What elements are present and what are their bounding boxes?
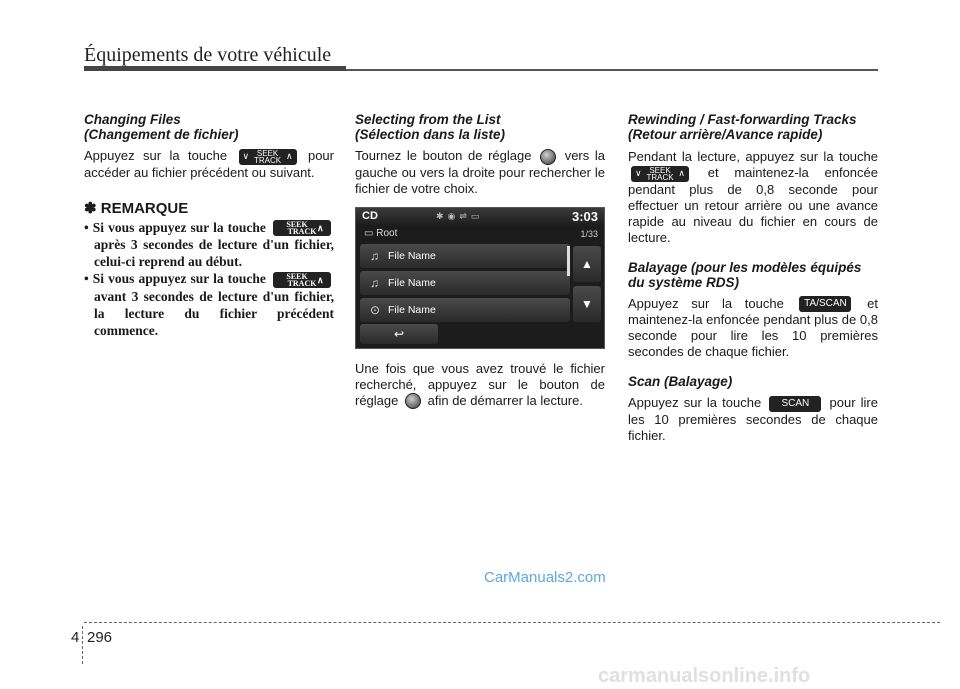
- file-row[interactable]: ♫ File Name: [360, 271, 570, 295]
- back-arrow-icon: ↩: [393, 326, 405, 341]
- triangle-up-icon: ▲: [581, 256, 593, 271]
- seek-track-button-icon: ∨ SEEK TRACK ∧: [631, 166, 689, 182]
- scan-button-icon: SCAN: [769, 396, 821, 412]
- header-rule-thin: [346, 69, 878, 71]
- file-row[interactable]: ⊙ File Name: [360, 298, 570, 322]
- ta-scan-button-icon: TA/SCAN: [799, 296, 851, 312]
- seek-track-button-icon: ∨ SEEK TRACK ∧: [239, 149, 297, 165]
- paragraph: Pendant la lecture, appuyez sur la touche ∨ SEEK TRACK ∧ et maintenez-la enfoncée pendant plus de 0,8 seconde pour effectuer un retour arrière ou une avance rapide au niveau du fichier en cours de lecture.: [628, 149, 878, 245]
- paragraph: Appuyez sur la touche TA/SCAN et maintenez-la enfoncée pendant plus de 0,8 seconde pour lire les 10 premières secondes de chaque fichier.: [628, 295, 878, 360]
- file-row[interactable]: ♫ File Name: [360, 244, 570, 268]
- play-circle-icon: ⊙: [370, 302, 381, 317]
- scrollbar[interactable]: [567, 246, 570, 276]
- remarque-heading: ✽ REMARQUE: [84, 199, 189, 217]
- page-header-title: Équipements de votre véhicule: [84, 44, 332, 66]
- section-title: Changing Files (Changement de fichier): [84, 112, 239, 142]
- remarque-bullet-1: • Si vous appuyez sur la touche ∨ SEEK TRACK ∧ après 3 secondes de lecture d'un fichier, celui-ci reprend au début.: [84, 219, 334, 270]
- screen-mode: CD: [362, 209, 378, 222]
- music-note-icon: ♫: [370, 248, 379, 263]
- paragraph: Tournez le bouton de réglage vers la gauche ou vers la droite pour rechercher le fichier de votre choix.: [355, 148, 605, 196]
- section-title: Rewinding / Fast-forwarding Tracks (Retour arrière/Avance rapide): [628, 112, 857, 142]
- page-number: 296: [87, 629, 113, 646]
- watermark-carmanuals: CarManuals2.com: [484, 569, 606, 586]
- tune-knob-icon: [540, 149, 556, 165]
- scroll-down-button[interactable]: [573, 286, 601, 322]
- tune-knob-icon: [405, 393, 421, 409]
- footer-divider: [82, 626, 83, 664]
- header-rule: [84, 66, 346, 71]
- section-title: Balayage (pour les modèles équipés du système RDS): [628, 259, 862, 290]
- section-title: Scan (Balayage): [628, 374, 733, 390]
- column-selecting-list: [355, 112, 605, 409]
- paragraph: Appuyez sur la touche SCAN pour lire les 10 premières secondes de chaque fichier.: [628, 395, 878, 443]
- footer-rule: [84, 622, 940, 623]
- triangle-down-icon: ▼: [581, 296, 593, 311]
- back-button[interactable]: [360, 324, 438, 344]
- section-number: 4: [71, 629, 80, 646]
- paragraph: Une fois que vous avez trouvé le fichier recherché, appuyez sur le bouton de réglage afin de démarrer la lecture.: [355, 360, 605, 408]
- section-title: Selecting from the List (Sélection dans la liste): [355, 112, 506, 142]
- watermark-bottom: carmanualsonline.info: [598, 665, 811, 687]
- paragraph: Appuyez sur la touche ∨ SEEK TRACK ∧ pour accéder au fichier précédent ou suivant.: [84, 148, 334, 180]
- audio-screen: [355, 207, 605, 349]
- column-changing-files: [84, 112, 334, 339]
- screen-folder: ▭ Root: [364, 227, 398, 239]
- screen-time: 3:03: [571, 208, 598, 224]
- column-rewind-scan: [628, 112, 878, 444]
- music-note-icon: ♫: [370, 275, 379, 290]
- remarque-bullet-2: • Si vous appuyez sur la touche ∨ SEEK TRACK ∧ avant 3 secondes de lecture d'un fichier, la lecture du fichier précédent commence.: [84, 271, 334, 339]
- folder-icon: ▭: [364, 227, 377, 239]
- seek-track-button-icon: ∨ SEEK TRACK ∧: [273, 272, 331, 288]
- scroll-up-button[interactable]: [573, 246, 601, 282]
- status-icons: ✱◉⇌▭: [436, 210, 484, 221]
- seek-track-button-icon: ∨ SEEK TRACK ∧: [273, 220, 331, 236]
- screen-count: 1/33: [580, 228, 598, 239]
